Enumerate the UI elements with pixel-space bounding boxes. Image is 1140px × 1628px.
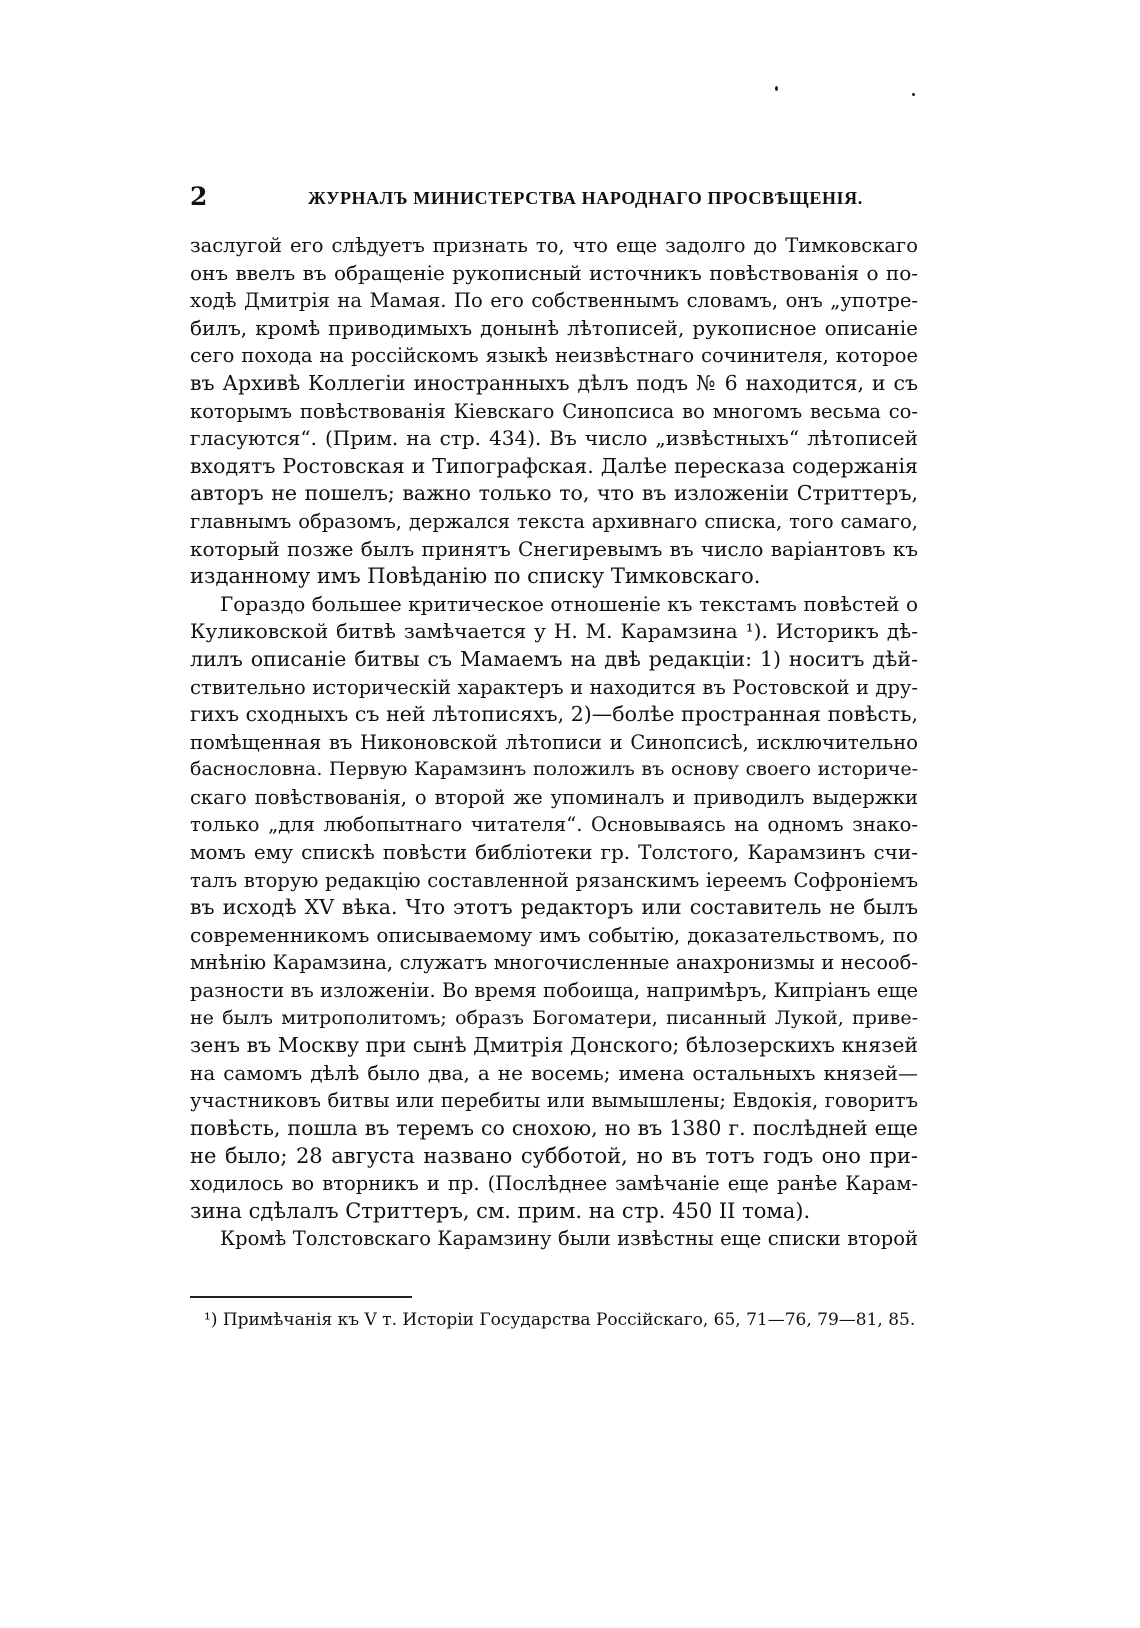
text-line: билъ, кромѣ приводимыхъ донынѣ лѣтописей, рукописное описаніе [190,315,918,340]
text-line: гихъ сходныхъ съ ней лѣтописяхъ, 2)—болѣе пространная повѣсть, [190,702,918,727]
text-line: скаго повѣствованія, о второй же упоминалъ и приводилъ выдержки [190,785,918,809]
scan-speck [912,93,915,96]
text-line: момъ ему спискѣ повѣсти библіотеки гр. Толстого, Карамзинъ счи- [190,840,918,865]
text-line: мнѣнію Карамзина, служатъ многочисленные анахронизмы и несооб- [190,951,918,975]
text-line: заслугой его слѣдуетъ признать то, что еще задолго до Тимковскаго [190,234,918,257]
page-number: 2 [190,182,208,211]
text-line: гласуются“. (Прим. на стр. 434). Въ число „извѣстныхъ“ лѣтописей [190,426,918,451]
text-line: только „для любопытнаго читателя“. Основываясь на одномъ знако- [190,813,918,837]
scan-speck [775,86,778,91]
text-line: талъ вторую редакцію составленной рязанскимъ іереемъ Софроніемъ [190,868,918,892]
text-line: сего похода на россійскомъ языкѣ неизвѣстнаго сочинителя, которое [190,344,918,368]
text-line: Куликовской битвѣ замѣчается у Н. М. Карамзина ¹). Историкъ дѣ- [190,619,918,644]
text-line: баснословна. Первую Карамзинъ положилъ въ основу своего историче- [190,758,918,781]
text-line: авторъ не пошелъ; важно только то, что въ изложеніи Стриттеръ, [190,481,918,506]
text-line: Кромѣ Толстовскаго Карамзину были извѣстны еще списки второй [220,1227,918,1251]
text-line: повѣсть, пошла въ теремъ со снохою, но въ 1380 г. послѣдней еще [190,1116,918,1140]
text-line: ходилось во вторникъ и пр. (Послѣднее замѣчаніе еще ранѣе Карам- [190,1172,918,1196]
text-line: Гораздо большее критическое отношеніе къ текстамъ повѣстей о [220,591,918,616]
text-line: онъ ввелъ въ обращеніе рукописный источникъ повѣствованія о по- [190,260,918,285]
text-line: которымъ повѣствованія Кіевскаго Синопсиса во многомъ весьма со- [190,399,918,423]
main-text [190,232,918,1253]
text-line: зенъ въ Москву при сынѣ Дмитрія Донского; бѣлозерскихъ князей [190,1033,918,1058]
text-line: не было; 28 августа названо субботой, но въ тотъ годъ оно при- [190,1143,918,1168]
text-line: въ Архивѣ Коллегіи иностранныхъ дѣлъ подъ № 6 находится, и съ [190,370,918,395]
text-line: ходѣ Дмитрія на Мамая. По его собственнымъ словамъ, онъ „употре- [190,289,918,313]
footnote: ¹) Примѣчанія къ V т. Исторіи Государства Россійскаго, 65, 71—76, 79—81, 85. [204,1310,916,1330]
text-line: входятъ Ростовская и Типографская. Далѣе пересказа содержанія [190,453,918,478]
text-line: который позже былъ принятъ Снегиревымъ въ число варіантовъ къ [190,536,918,561]
text-line: зина сдѣлалъ Стриттеръ, см. прим. на стр. 450 II тома). [190,1198,811,1223]
text-line: разности въ изложеніи. Во время побоища, напримѣръ, Кипріанъ еще [190,979,918,1003]
text-line: главнымъ образомъ, держался текста архивнаго списка, того самаго, [190,509,918,533]
text-line: помѣщенная въ Никоновской лѣтописи и Синопсисѣ, исключительно [190,730,918,754]
text-line: современникомъ описываемому имъ событію, доказательствомъ, по [190,922,918,947]
page-header [190,182,925,216]
running-title: ЖУРНАЛЪ МИНИСТЕРСТВА НАРОДНАГО ПРОСВѢЩЕНІЯ. [308,188,863,208]
footnote-divider [190,1296,412,1298]
text-line: на самомъ дѣлѣ было два, а не восемь; имена остальныхъ князей— [190,1060,918,1085]
text-line: участниковъ битвы или перебиты или вымышлены; Евдокія, говоритъ [190,1089,918,1113]
text-line: лилъ описаніе битвы съ Мамаемъ на двѣ редакціи: 1) носитъ дѣй- [190,646,918,671]
text-line: ствительно историческій характеръ и находится въ Ростовской и дру- [190,675,918,699]
text-line: не былъ митрополитомъ; образъ Богоматери, писанный Лукой, приве- [190,1006,918,1029]
text-line: въ исходѣ XV вѣка. Что этотъ редакторъ или составитель не былъ [190,895,918,920]
text-line: изданному имъ Повѣданію по списку Тимковскаго. [190,564,761,589]
